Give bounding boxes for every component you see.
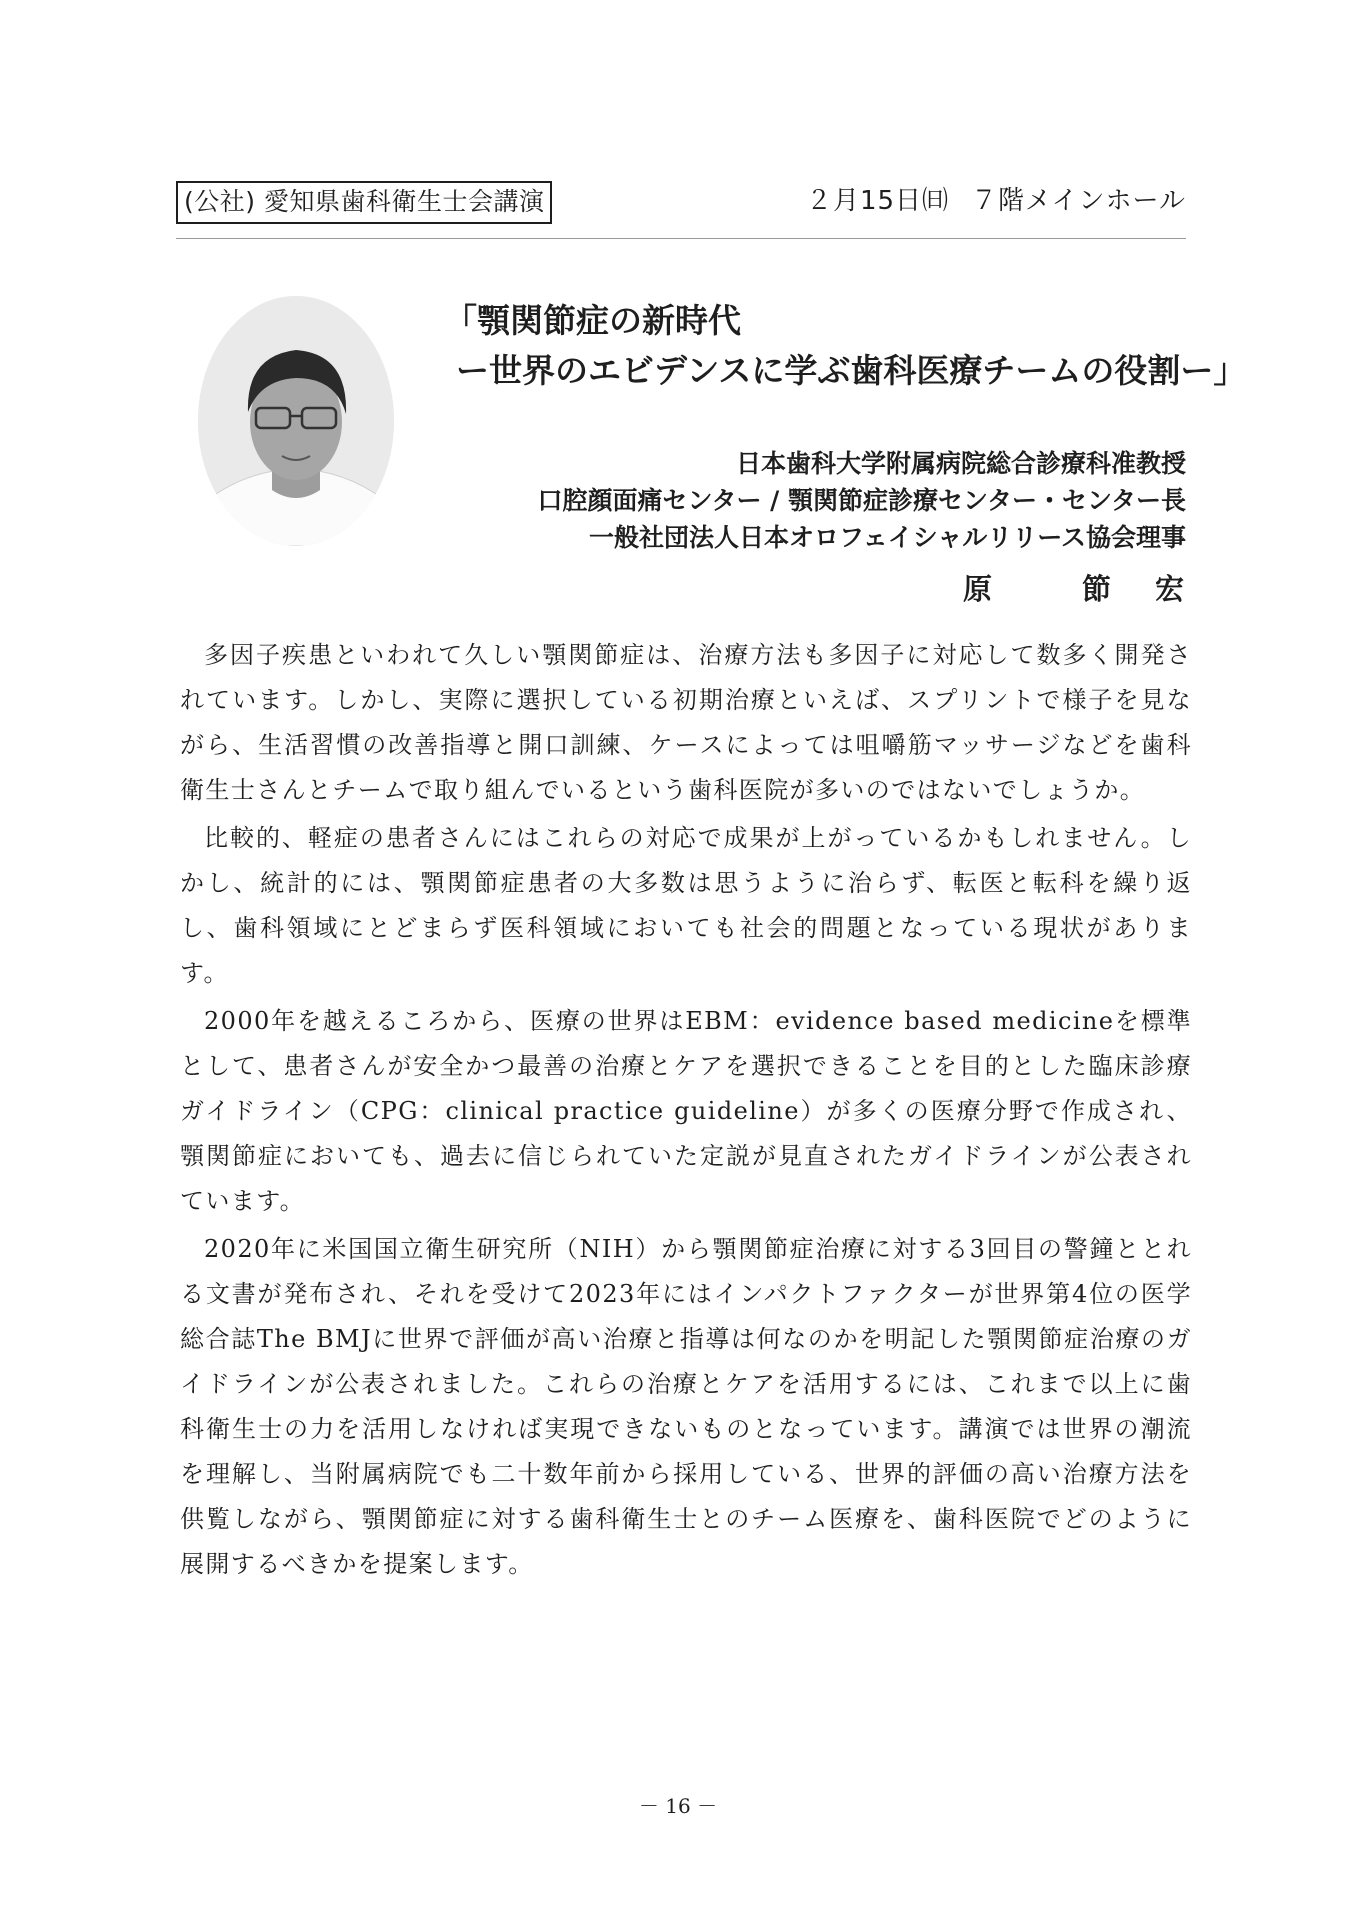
event-venue: ７階メインホール [971, 186, 1186, 216]
speaker-name-given-1: 節 [1081, 572, 1113, 606]
lecture-title-line-2: ー世界のエビデンスに学ぶ歯科医療チームの役割ー」 [456, 351, 1247, 390]
affiliation-line: 一般社団法人日本オロフェイシャルリリース協会理事 [588, 523, 1186, 552]
abstract-paragraph: 2000年を越えるころから、医療の世界はEBM：evidence based medicineを標準として、患者さんが安全かつ最善の治療とケアを選択できることを目的とした臨床診療ガイドライン（CPG：clinical practice guideline）が多くの医療分野で作成され、顎関節症においても、過去に信じられていた定説が見直されたガイドラインが公表されています。 [180, 1007, 1192, 1215]
speaker-name [963, 569, 1186, 609]
speaker-portrait [198, 296, 394, 546]
affiliation-line: 日本歯科大学附属病院総合診療科准教授 [735, 449, 1186, 478]
event-date: ２月15日㈰ [805, 186, 950, 216]
abstract-body [180, 633, 1192, 1590]
speaker-name-given-2: 宏 [1154, 572, 1186, 606]
organization-label: (公社) 愛知県歯科衛生士会講演 [176, 181, 552, 224]
lecture-title [444, 296, 1247, 396]
header-divider [176, 238, 1186, 239]
speaker-name-family: 原 [962, 572, 994, 606]
affiliation-line: 口腔顔面痛センター / 顎関節症診療センター・センター長 [537, 486, 1186, 515]
speaker-affiliations [537, 445, 1186, 556]
page-number: － 16 － [638, 1794, 718, 1818]
lecture-title-line-1: 「顎関節症の新時代 [444, 301, 741, 340]
page-header [176, 181, 1186, 225]
abstract-paragraph: 多因子疾患といわれて久しい顎関節症は、治療方法も多因子に対応して数多く開発されています。しかし、実際に選択している初期治療といえば、スプリントで様子を見ながら、生活習慣の改善指導と開口訓練、ケースによっては咀嚼筋マッサージなどを歯科衛生士さんとチームで取り組んでいるという歯科医院が多いのではないでしょうか。 [180, 641, 1192, 804]
abstract-paragraph: 比較的、軽症の患者さんにはこれらの対応で成果が上がっているかもしれません。しかし、統計的には、顎関節症患者の大多数は思うように治らず、転医と転科を繰り返し、歯科領域にとどまらず医科領域においても社会的問題となっている現状があります。 [180, 824, 1192, 987]
event-schedule [806, 184, 1186, 218]
abstract-paragraph: 2020年に米国国立衛生研究所（NIH）から顎関節症治療に対する3回目の警鐘ととれる文書が発布され、それを受けて2023年にはインパクトファクターが世界第4位の医学総合誌The BMJに世界で評価が高い治療と指導は何なのかを明記した顎関節症治療のガイドラインが公表されました。これらの治療とケアを活用するには、これまで以上に歯科衛生士の力を活用しなければ実現できないものとなっています。講演では世界の潮流を理解し、当附属病院でも二十数年前から採用している、世界的評価の高い治療方法を供覧しながら、顎関節症に対する歯科衛生士とのチーム医療を、歯科医院でどのように展開するべきかを提案します。 [180, 1235, 1192, 1578]
